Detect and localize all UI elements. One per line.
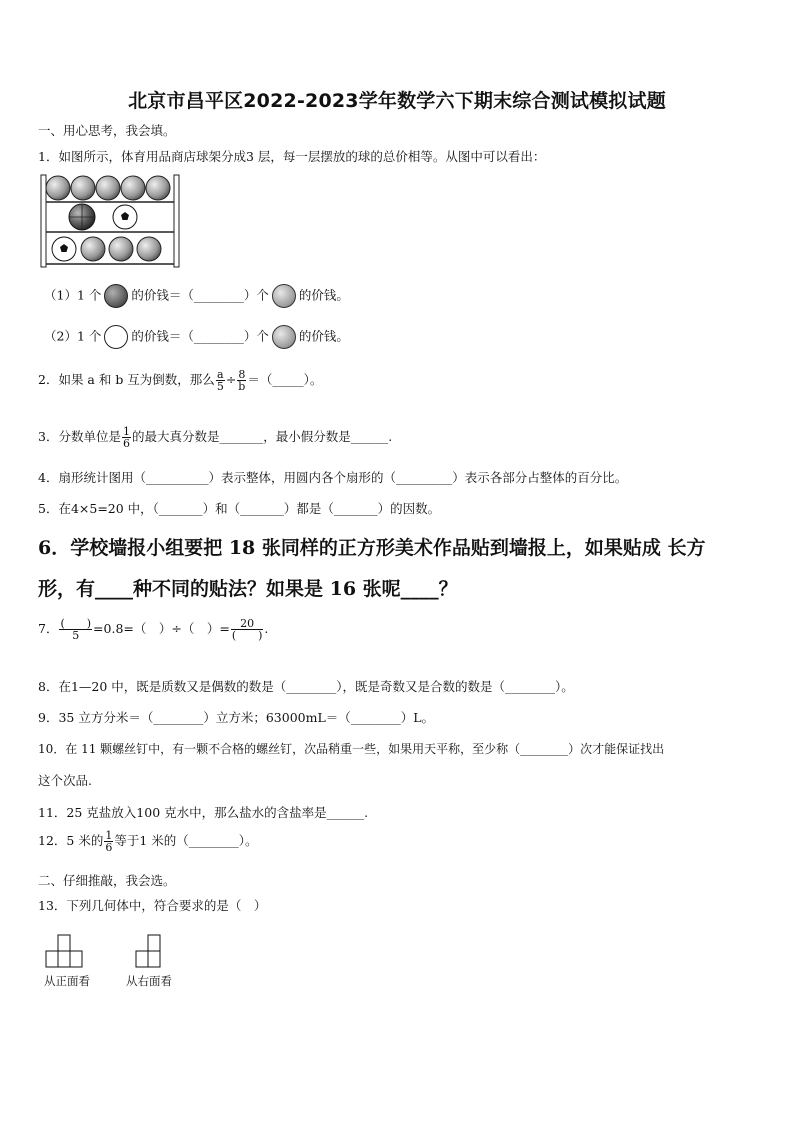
q1-2-suffix: 的价钱。 xyxy=(298,328,349,344)
soccer-ball-icon xyxy=(104,325,128,349)
question-10-line-1: 10．在 11 颗螺丝钉中，有一颗不合格的螺丝钉，次品稍重一些，如果用天平称，至少称（________）次才能保证找出 xyxy=(38,742,665,756)
q3-prefix: 3．分数单位是 xyxy=(38,429,121,444)
numerator: 1 xyxy=(122,425,130,438)
denominator: 5 xyxy=(216,380,224,393)
numerator: ( ) xyxy=(60,617,92,630)
fraction-blank-over-5 xyxy=(59,618,92,641)
question-4: 4．扇形统计图用（__________）表示整体，用圆内各个扇形的（_________）表示各部分占整体的百分比。 xyxy=(38,470,628,485)
question-2 xyxy=(38,369,322,392)
question-1-2 xyxy=(44,325,349,349)
right-view-label: 从右面看 xyxy=(126,974,172,988)
question-11: 11．25 克盐放入100 克水中，那么盐水的含盐率是______. xyxy=(38,805,369,820)
volleyball-icon xyxy=(81,237,161,261)
question-5: 5．在4×5=20 中，（_______）和（_______）都是（_______）的因数。 xyxy=(38,501,441,516)
denominator: 6 xyxy=(105,841,113,854)
denominator: 6 xyxy=(122,437,130,450)
q2-suffix: ＝（_____）。 xyxy=(247,372,323,387)
q1-2-middle: 的价钱＝（________）个 xyxy=(131,328,269,344)
question-10-line-2: 这个次品. xyxy=(38,773,92,788)
q12-suffix: 等于1 米的（________）。 xyxy=(114,833,258,848)
section-1-heading: 一、用心思考，我会填。 xyxy=(38,123,176,138)
numerator: 8 xyxy=(238,368,246,381)
question-9: 9．35 立方分米＝（________）立方米；63000mL＝（________）L。 xyxy=(38,710,435,725)
fraction-a-over-5 xyxy=(216,369,225,392)
volleyball-icon xyxy=(272,325,296,349)
q1-1-prefix: （1）1 个 xyxy=(44,287,102,303)
q3-suffix: 的最大真分数是_______，最小假分数是______. xyxy=(131,429,393,444)
q2-prefix: 2．如果 a 和 b 互为倒数，那么 xyxy=(38,372,215,387)
question-13: 13．下列几何体中，符合要求的是（ ） xyxy=(38,898,267,913)
fraction-20-over-blank xyxy=(231,618,264,641)
q7-suffix: . xyxy=(264,621,269,636)
q7-middle: =0.8=（ ）÷（ ）= xyxy=(93,621,230,636)
q1-1-middle: 的价钱＝（________）个 xyxy=(131,287,269,303)
right-view-figure xyxy=(132,934,172,968)
q1-1-suffix: 的价钱。 xyxy=(298,287,349,303)
denominator: 5 xyxy=(72,629,80,642)
numerator: 1 xyxy=(105,829,113,842)
divide-sign: ÷ xyxy=(225,372,237,387)
fraction-8-over-b xyxy=(237,369,246,392)
question-7 xyxy=(38,618,268,641)
ball-rack-figure xyxy=(40,174,180,268)
fraction-1-over-6 xyxy=(122,426,131,449)
basketball-icon xyxy=(69,204,95,230)
q12-prefix: 12．5 米的 xyxy=(38,833,104,848)
basketball-icon xyxy=(104,284,128,308)
question-1: 1．如图所示，体育用品商店球架分成3 层，每一层摆放的球的总价相等。从图中可以看出： xyxy=(38,149,546,164)
question-3 xyxy=(38,426,392,449)
question-1-1 xyxy=(44,284,349,308)
fraction-1-over-6 xyxy=(104,830,113,853)
section-2-heading: 二、仔细推敲，我会选。 xyxy=(38,873,176,888)
page-title: 北京市昌平区2022-2023学年数学六下期末综合测试模拟试题 xyxy=(128,90,666,112)
front-view-label: 从正面看 xyxy=(44,974,90,988)
q1-2-prefix: （2）1 个 xyxy=(44,328,102,344)
numerator: 20 xyxy=(231,618,264,630)
question-12 xyxy=(38,830,258,853)
question-6-line-1: 6．学校墙报小组要把 18 张同样的正方形美术作品贴到墙报上，如果贴成 长方 xyxy=(38,537,706,559)
question-8: 8．在1—20 中，既是质数又是偶数的数是（________），既是奇数又是合数的数是（________）。 xyxy=(38,679,574,694)
numerator: a xyxy=(217,368,224,381)
q7-prefix: 7． xyxy=(38,621,59,636)
question-6-line-2: 形，有____种不同的贴法？如果是 16 张呢____？ xyxy=(38,578,458,600)
denominator: b xyxy=(238,380,246,393)
volleyball-icon xyxy=(272,284,296,308)
volleyball-icon xyxy=(46,176,170,200)
denominator: ( ) xyxy=(231,629,263,642)
front-view-figure xyxy=(44,934,84,968)
